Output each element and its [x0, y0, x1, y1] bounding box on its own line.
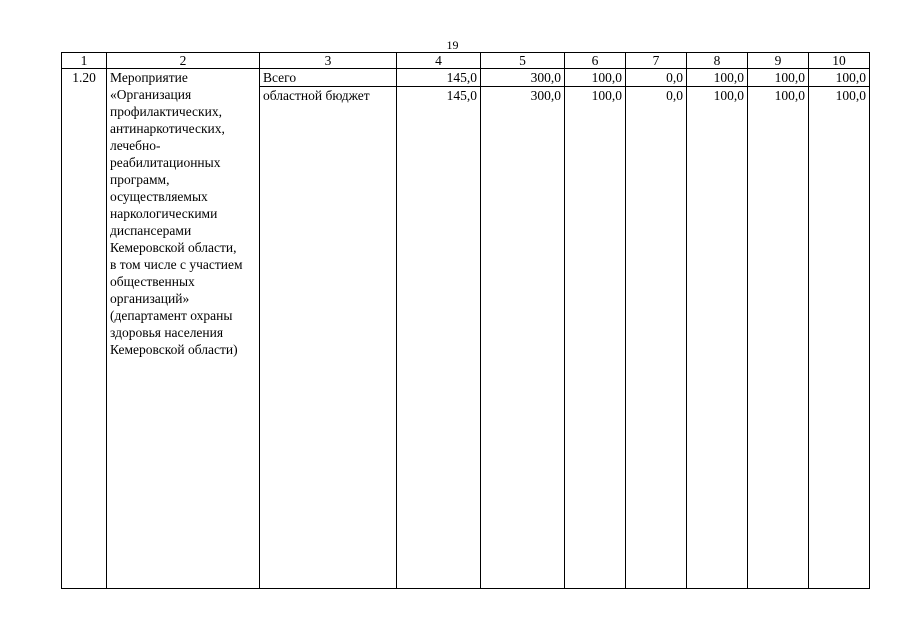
column-header: 3 [260, 53, 397, 69]
value-cell: 145,0 [397, 87, 481, 589]
column-header: 5 [481, 53, 565, 69]
table-row [62, 69, 870, 87]
item-code: 1.20 [62, 69, 107, 589]
funding-source: областной бюджет [260, 87, 397, 589]
funding-source: Всего [260, 69, 397, 87]
value-cell: 300,0 [481, 69, 565, 87]
value-cell: 100,0 [687, 69, 748, 87]
column-header: 7 [626, 53, 687, 69]
value-cell: 100,0 [809, 87, 870, 589]
value-cell: 300,0 [481, 87, 565, 589]
value-cell: 100,0 [565, 69, 626, 87]
column-header: 4 [397, 53, 481, 69]
column-header: 2 [107, 53, 260, 69]
column-header: 9 [748, 53, 809, 69]
value-cell: 100,0 [748, 69, 809, 87]
column-header: 10 [809, 53, 870, 69]
column-header: 1 [62, 53, 107, 69]
column-header: 8 [687, 53, 748, 69]
value-cell: 0,0 [626, 69, 687, 87]
value-cell: 0,0 [626, 87, 687, 589]
value-cell: 145,0 [397, 69, 481, 87]
column-header: 6 [565, 53, 626, 69]
column-number-row [62, 53, 870, 69]
budget-table [61, 52, 870, 589]
item-description-text: Мероприятие «Организация профилактических, антинаркотических, лечебно- реабилитационных программ, осуществляемых наркологическими диспансерами Кемеровской области, в том числе с участием общественных организаций» (департамент охраны здоровья населения Кемеровской области) [110, 70, 243, 357]
page-number: 19 [446, 38, 459, 52]
value-cell: 100,0 [809, 69, 870, 87]
value-cell: 100,0 [687, 87, 748, 589]
value-cell: 100,0 [748, 87, 809, 589]
value-cell: 100,0 [565, 87, 626, 589]
item-description [107, 69, 260, 589]
